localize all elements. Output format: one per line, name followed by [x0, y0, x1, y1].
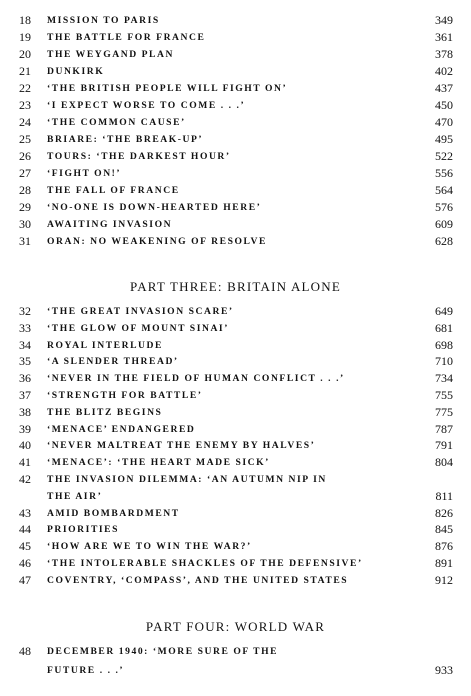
chapter-title-line2: THE AIR’: [47, 490, 103, 502]
page-number: 495: [435, 132, 453, 146]
chapter-title: ‘THE GREAT INVASION SCARE’: [47, 306, 234, 317]
chapter-title: ‘STRENGTH FOR BATTLE’: [47, 390, 203, 401]
toc-entry: [0, 320, 471, 337]
page-number: 361: [435, 30, 453, 44]
toc-entry: [0, 555, 471, 572]
chapter-number: 28: [19, 183, 31, 197]
page-number: 649: [435, 304, 453, 318]
chapter-title: DUNKIRK: [47, 66, 105, 77]
chapter-title: THE INVASION DILEMMA: ‘AN AUTUMN NIP IN: [47, 474, 327, 485]
page-number: 522: [435, 149, 453, 163]
chapter-title: ‘NO-ONE IS DOWN-HEARTED HERE’: [47, 202, 262, 213]
page-number: 556: [435, 166, 453, 180]
chapter-title: ‘NEVER MALTREAT THE ENEMY BY HALVES’: [47, 440, 316, 452]
toc-entry: [0, 148, 471, 165]
toc-entry: [0, 303, 471, 320]
toc-entry: [0, 521, 471, 538]
chapter-number: 44: [19, 522, 31, 537]
page-number: 933: [435, 663, 453, 677]
page-number: 609: [435, 217, 453, 231]
toc-entry: [0, 454, 471, 471]
chapter-title: ROYAL INTERLUDE: [47, 339, 163, 351]
toc-entry: [0, 404, 471, 421]
toc-entry: [0, 538, 471, 555]
toc-entry: [0, 12, 471, 29]
page-number: 876: [435, 539, 453, 554]
toc-entry: [0, 216, 471, 233]
chapter-title: ‘THE GLOW OF MOUNT SINAI’: [47, 322, 229, 334]
chapter-number: 46: [19, 556, 31, 570]
toc-entry-continuation: [0, 662, 471, 679]
toc-entry: [0, 370, 471, 387]
toc-entry: [0, 233, 471, 250]
chapter-number: 47: [19, 572, 31, 587]
chapter-title: ‘MENACE’ ENDANGERED: [47, 423, 196, 435]
page-number: 437: [435, 81, 453, 95]
page-number: 755: [435, 388, 453, 402]
toc-entry: [0, 387, 471, 404]
page-number: 349: [435, 13, 453, 27]
toc-entry: [0, 131, 471, 148]
toc-entry: [0, 199, 471, 216]
toc-entry-continuation: [0, 488, 471, 505]
page-number: 787: [435, 421, 453, 436]
chapter-title-line2: FUTURE . . .’: [47, 665, 125, 676]
toc-entry: [0, 437, 471, 454]
toc-entry: [0, 421, 471, 438]
chapter-number: 21: [19, 64, 31, 78]
page-number: 628: [435, 234, 453, 248]
toc-entry: [0, 643, 471, 660]
chapter-number: 33: [19, 320, 31, 335]
part-four-heading: PART FOUR: WORLD WAR: [145, 619, 326, 634]
chapter-number: 36: [19, 371, 31, 386]
chapter-number: 23: [19, 98, 31, 112]
chapter-number: 25: [19, 132, 31, 146]
toc-entry: [0, 572, 471, 589]
page-number: 791: [435, 438, 453, 453]
chapter-number: 34: [19, 337, 31, 352]
chapter-number: 22: [19, 81, 31, 95]
chapter-number: 38: [19, 404, 31, 419]
page-number: 402: [435, 64, 453, 78]
chapter-title: MISSION TO PARIS: [47, 15, 160, 26]
page-number: 681: [435, 320, 453, 335]
chapter-title: ‘MENACE’: ‘THE HEART MADE SICK’: [47, 457, 270, 469]
page-number: 378: [435, 47, 453, 61]
chapter-number: 30: [19, 217, 31, 231]
toc-entry: [0, 182, 471, 199]
chapter-number: 24: [19, 115, 31, 129]
chapter-number: 29: [19, 200, 31, 214]
chapter-number: 32: [19, 304, 31, 318]
page-number: 470: [435, 115, 453, 129]
toc-entry: [0, 114, 471, 131]
chapter-title: ‘THE INTOLERABLE SHACKLES OF THE DEFENSIVE’: [47, 558, 363, 569]
chapter-title: ‘FIGHT ON!’: [47, 168, 122, 179]
page-number: 576: [435, 200, 453, 214]
chapter-title: ‘THE BRITISH PEOPLE WILL FIGHT ON’: [47, 83, 288, 94]
chapter-number: 26: [19, 149, 31, 163]
chapter-number: 31: [19, 234, 31, 248]
chapter-number: 45: [19, 539, 31, 554]
page-number: 804: [435, 455, 453, 470]
chapter-title: COVENTRY, ‘COMPASS’, AND THE UNITED STATES: [47, 574, 349, 586]
chapter-number: 41: [19, 455, 31, 470]
chapter-title: ‘HOW ARE WE TO WIN THE WAR?’: [47, 541, 252, 553]
toc-entry: [0, 505, 471, 522]
chapter-number: 37: [19, 388, 31, 402]
page-number: 710: [435, 354, 453, 369]
toc-entry: [0, 46, 471, 63]
chapter-number: 42: [19, 472, 31, 486]
chapter-title: ‘A SLENDER THREAD’: [47, 356, 179, 368]
page-number: 845: [435, 522, 453, 537]
toc-entry: [0, 97, 471, 114]
chapter-title: THE BLITZ BEGINS: [47, 406, 163, 418]
chapter-number: 19: [19, 30, 31, 44]
chapter-title: BRIARE: ‘THE BREAK-UP’: [47, 134, 204, 145]
page-number: 698: [435, 337, 453, 352]
chapter-number: 48: [19, 644, 31, 658]
part-three-heading: PART THREE: BRITAIN ALONE: [129, 279, 342, 294]
chapter-title: TOURS: ‘THE DARKEST HOUR’: [47, 151, 231, 162]
page-number: 826: [435, 505, 453, 520]
toc-entry: [0, 165, 471, 182]
chapter-title: AWAITING INVASION: [47, 219, 173, 230]
page-number: 734: [435, 371, 453, 386]
chapter-title: ORAN: NO WEAKENING OF RESOLVE: [47, 236, 267, 247]
page-number: 891: [435, 556, 453, 570]
chapter-number: 18: [19, 13, 31, 27]
chapter-title: THE WEYGAND PLAN: [47, 49, 174, 60]
toc-entry: [0, 29, 471, 46]
chapter-title: PRIORITIES: [47, 524, 120, 536]
page-number: 912: [435, 572, 453, 587]
toc-entry: [0, 80, 471, 97]
toc-entry: [0, 337, 471, 354]
chapter-number: 35: [19, 354, 31, 369]
page-number: 450: [435, 98, 453, 112]
chapter-title: ‘NEVER IN THE FIELD OF HUMAN CONFLICT . . .’: [47, 373, 345, 385]
chapter-title: ‘THE COMMON CAUSE’: [47, 117, 186, 128]
page-number: 564: [435, 183, 453, 197]
chapter-number: 20: [19, 47, 31, 61]
chapter-number: 27: [19, 166, 31, 180]
toc-entry: [0, 63, 471, 80]
chapter-title: AMID BOMBARDMENT: [47, 507, 180, 519]
chapter-number: 39: [19, 421, 31, 436]
chapter-title: ‘I EXPECT WORSE TO COME . . .’: [47, 100, 246, 111]
chapter-number: 40: [19, 438, 31, 453]
chapter-number: 43: [19, 505, 31, 520]
page-number: 811: [435, 488, 453, 503]
toc-entry: [0, 353, 471, 370]
chapter-title: THE FALL OF FRANCE: [47, 185, 180, 196]
chapter-title: DECEMBER 1940: ‘MORE SURE OF THE: [47, 646, 279, 657]
toc-entry: [0, 471, 471, 488]
page-number: 775: [435, 404, 453, 419]
chapter-title: THE BATTLE FOR FRANCE: [47, 32, 206, 43]
